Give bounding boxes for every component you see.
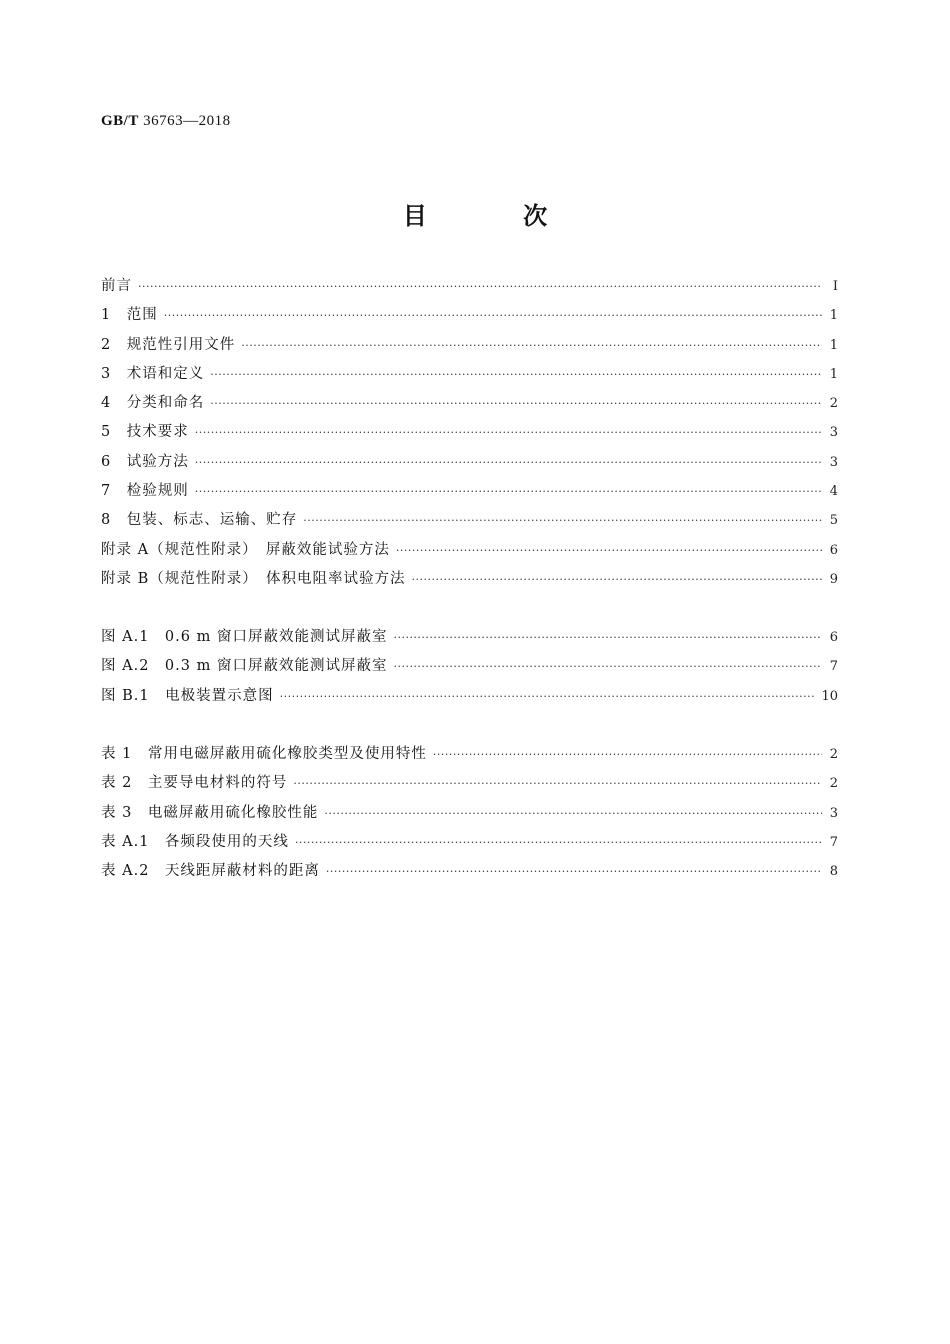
toc-dot-leader [393,657,822,677]
toc-entry-label: 8 包装、标志、运输、贮存 [101,512,298,529]
toc-dot-leader [210,394,822,414]
standard-prefix: GB/T [101,113,139,129]
toc-entry-label: 2 规范性引用文件 [101,336,236,353]
toc-entry-page-number: 6 [829,542,838,558]
toc-dot-leader [138,277,822,297]
toc-entry[interactable] [101,481,838,510]
standard-number: 36763—2018 [143,113,231,129]
toc-dot-leader [293,774,822,794]
toc-entry-page-number: 1 [829,308,838,324]
toc-entry[interactable] [101,861,838,890]
toc-dot-leader [210,365,822,385]
toc-entry[interactable] [101,422,838,451]
toc-entry-page-number: 9 [829,571,838,587]
toc-entry[interactable] [101,832,838,861]
standard-identifier [101,113,231,130]
page-title: 目 次 [402,202,592,230]
toc-main-list [101,276,838,598]
toc-entry-label: 附录 B（规范性附录） 体积电阻率试验方法 [101,570,406,587]
toc-entry-label: 图 A.2 0.3 m 窗口屏蔽效能测试屏蔽室 [101,658,388,675]
toc-dot-leader [241,336,822,356]
toc-entry-page-number: 7 [829,659,838,675]
toc-entry[interactable] [101,510,838,539]
toc-tables-list [101,744,838,890]
toc-dot-leader [195,423,822,443]
toc-entry-page-number: Ⅰ [832,279,838,294]
toc-dot-leader [326,862,822,882]
toc-entry[interactable] [101,364,838,393]
toc-entry[interactable] [101,335,838,364]
toc-entry-page-number: 3 [829,805,838,821]
toc-entry[interactable] [101,686,838,715]
toc-dot-leader [303,511,822,531]
toc-entry-page-number: 7 [829,834,838,850]
toc-entry-label: 3 术语和定义 [101,365,205,382]
toc-entry-page-number: 1 [829,337,838,353]
toc-entry-page-number: 8 [829,864,838,880]
toc-entry[interactable] [101,656,838,685]
toc-entry-page-number: 2 [829,776,838,792]
toc-entry-label: 前言 [101,278,132,294]
toc-entry-page-number: 10 [821,688,838,704]
toc-entry-page-number: 6 [829,630,838,645]
toc-entry[interactable] [101,452,838,481]
toc-entry[interactable] [101,393,838,422]
toc-dot-leader [433,745,822,765]
toc-entry[interactable] [101,540,838,569]
toc-dot-leader [195,482,822,502]
toc-entry-page-number: 2 [829,747,838,762]
toc-entry-label: 表 3 电磁屏蔽用硫化橡胶性能 [101,804,319,821]
toc-entry-label: 表 1 常用电磁屏蔽用硫化橡胶类型及使用特性 [101,746,427,762]
toc-entry-label: 表 A.1 各频段使用的天线 [101,833,289,850]
toc-dot-leader [195,453,822,473]
toc-dot-leader [164,306,822,326]
toc-entry-page-number: 1 [829,366,838,382]
toc-dot-leader [393,628,822,648]
toc-dot-leader [295,833,822,853]
toc-dot-leader [412,570,822,590]
toc-entry-page-number: 4 [829,484,838,500]
toc-entry-label: 6 试验方法 [101,453,189,470]
toc-entry[interactable] [101,305,838,334]
toc-dot-leader [396,541,822,561]
toc-entry-page-number: 3 [829,425,838,441]
toc-entry[interactable] [101,744,838,773]
toc-entry-page-number: 3 [829,454,838,470]
toc-entry[interactable] [101,627,838,656]
toc-entry-page-number: 2 [829,396,838,412]
toc-entry-label: 4 分类和命名 [101,395,205,412]
toc-entry[interactable] [101,569,838,598]
toc-entry-page-number: 5 [829,513,838,529]
toc-entry-label: 图 B.1 电极装置示意图 [101,687,274,704]
toc-dot-leader [280,687,816,707]
toc-entry-label: 图 A.1 0.6 m 窗口屏蔽效能测试屏蔽室 [101,629,388,645]
toc-figures-list [101,627,838,715]
toc-entry-label: 5 技术要求 [101,424,189,441]
toc-entry-label: 表 A.2 天线距屏蔽材料的距离 [101,863,320,880]
toc-entry-label: 附录 A（规范性附录） 屏蔽效能试验方法 [101,541,390,558]
toc-entry[interactable] [101,276,838,305]
toc-entry[interactable] [101,803,838,832]
toc-entry-label: 7 检验规则 [101,483,189,500]
toc-entry[interactable] [101,773,838,802]
toc-entry-label: 表 2 主要导电材料的符号 [101,775,288,792]
toc-entry-label: 1 范围 [101,307,158,324]
toc-dot-leader [324,804,822,824]
